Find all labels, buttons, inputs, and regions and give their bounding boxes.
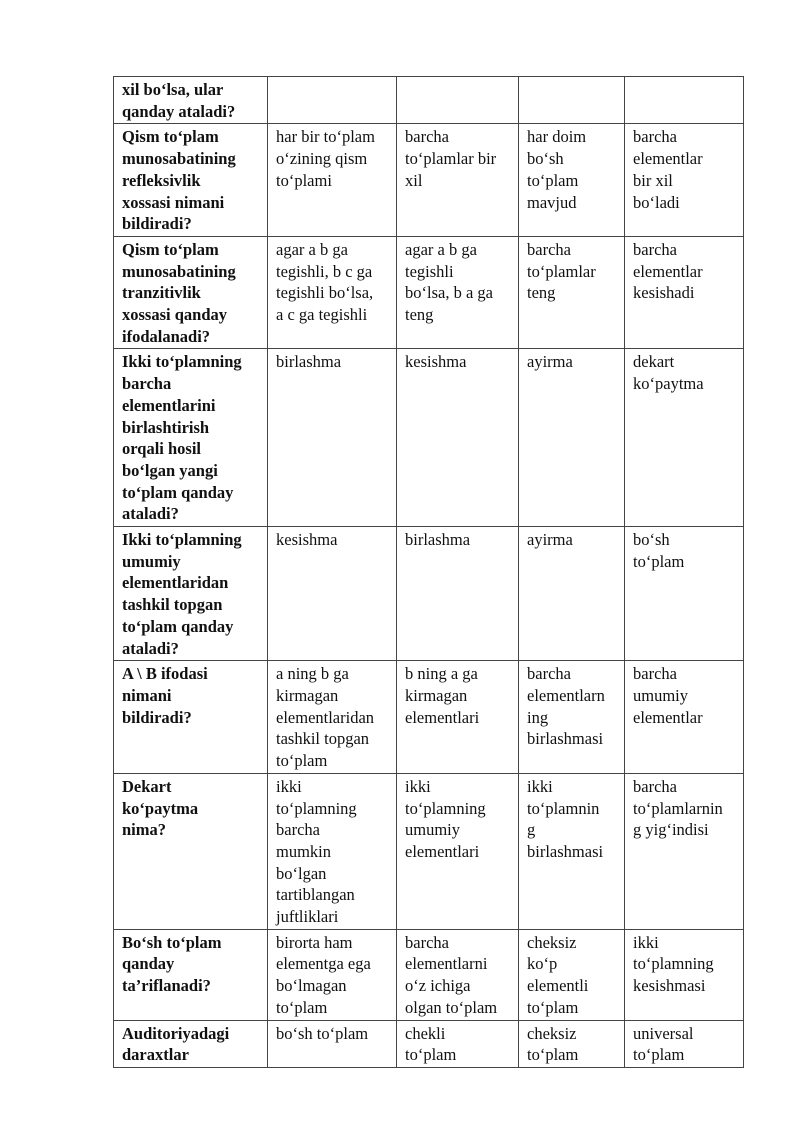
option-b-cell: ikki to‘plamning umumiy elementlari <box>397 773 519 929</box>
option-a-cell: bo‘sh to‘plam <box>268 1020 397 1067</box>
option-a-cell: har bir to‘plam o‘zining qism to‘plami <box>268 124 397 237</box>
table-row <box>114 236 744 349</box>
option-a-cell: birorta ham elementga ega bo‘lmagan to‘plam <box>268 929 397 1020</box>
option-a-cell: ikki to‘plamning barcha mumkin bo‘lgan tartiblangan juftliklari <box>268 773 397 929</box>
quiz-table <box>113 76 744 1068</box>
option-c-cell: ayirma <box>519 527 625 661</box>
option-a-cell: birlashma <box>268 349 397 527</box>
option-d-cell: barcha elementlar bir xil bo‘ladi <box>625 124 744 237</box>
question-cell: Ikki to‘plamning umumiy elementlaridan tashkil topgan to‘plam qanday ataladi? <box>114 527 268 661</box>
option-a-cell: agar a b ga tegishli, b c ga tegishli bo‘lsa, a c ga tegishli <box>268 236 397 349</box>
table-row <box>114 124 744 237</box>
option-c-cell <box>519 77 625 124</box>
option-b-cell: barcha to‘plamlar bir xil <box>397 124 519 237</box>
option-b-cell <box>397 77 519 124</box>
option-d-cell: barcha umumiy elementlar <box>625 661 744 774</box>
option-b-cell: kesishma <box>397 349 519 527</box>
table-row <box>114 929 744 1020</box>
question-cell: Auditoriyadagi daraxtlar <box>114 1020 268 1067</box>
option-b-cell: barcha elementlarni o‘z ichiga olgan to‘plam <box>397 929 519 1020</box>
question-cell: xil bo‘lsa, ular qanday ataladi? <box>114 77 268 124</box>
option-d-cell: barcha to‘plamlarnin g yig‘indisi <box>625 773 744 929</box>
option-c-cell: barcha elementlarn ing birlashmasi <box>519 661 625 774</box>
option-d-cell: ikki to‘plamning kesishmasi <box>625 929 744 1020</box>
option-c-cell: cheksiz to‘plam <box>519 1020 625 1067</box>
question-cell: Bo‘sh to‘plam qanday ta’riflanadi? <box>114 929 268 1020</box>
option-b-cell: b ning a ga kirmagan elementlari <box>397 661 519 774</box>
option-a-cell: a ning b ga kirmagan elementlaridan tashkil topgan to‘plam <box>268 661 397 774</box>
option-a-cell: kesishma <box>268 527 397 661</box>
table-row <box>114 1020 744 1067</box>
option-c-cell: barcha to‘plamlar teng <box>519 236 625 349</box>
option-b-cell: chekli to‘plam <box>397 1020 519 1067</box>
question-cell: A \ B ifodasi nimani bildiradi? <box>114 661 268 774</box>
table-row <box>114 773 744 929</box>
option-c-cell: ayirma <box>519 349 625 527</box>
table-row <box>114 527 744 661</box>
option-a-cell <box>268 77 397 124</box>
option-c-cell: har doim bo‘sh to‘plam mavjud <box>519 124 625 237</box>
option-d-cell: barcha elementlar kesishadi <box>625 236 744 349</box>
option-c-cell: ikki to‘plamnin g birlashmasi <box>519 773 625 929</box>
option-d-cell: bo‘sh to‘plam <box>625 527 744 661</box>
option-d-cell: dekart ko‘paytma <box>625 349 744 527</box>
question-cell: Ikki to‘plamning barcha elementlarini birlashtirish orqali hosil bo‘lgan yangi to‘plam qanday ataladi? <box>114 349 268 527</box>
question-cell: Dekart ko‘paytma nima? <box>114 773 268 929</box>
table-row <box>114 349 744 527</box>
option-c-cell: cheksiz ko‘p elementli to‘plam <box>519 929 625 1020</box>
option-d-cell: universal to‘plam <box>625 1020 744 1067</box>
question-cell: Qism to‘plam munosabatining tranzitivlik xossasi qanday ifodalanadi? <box>114 236 268 349</box>
question-cell: Qism to‘plam munosabatining refleksivlik xossasi nimani bildiradi? <box>114 124 268 237</box>
table-row <box>114 661 744 774</box>
option-d-cell <box>625 77 744 124</box>
option-b-cell: birlashma <box>397 527 519 661</box>
table-row <box>114 77 744 124</box>
option-b-cell: agar a b ga tegishli bo‘lsa, b a ga teng <box>397 236 519 349</box>
